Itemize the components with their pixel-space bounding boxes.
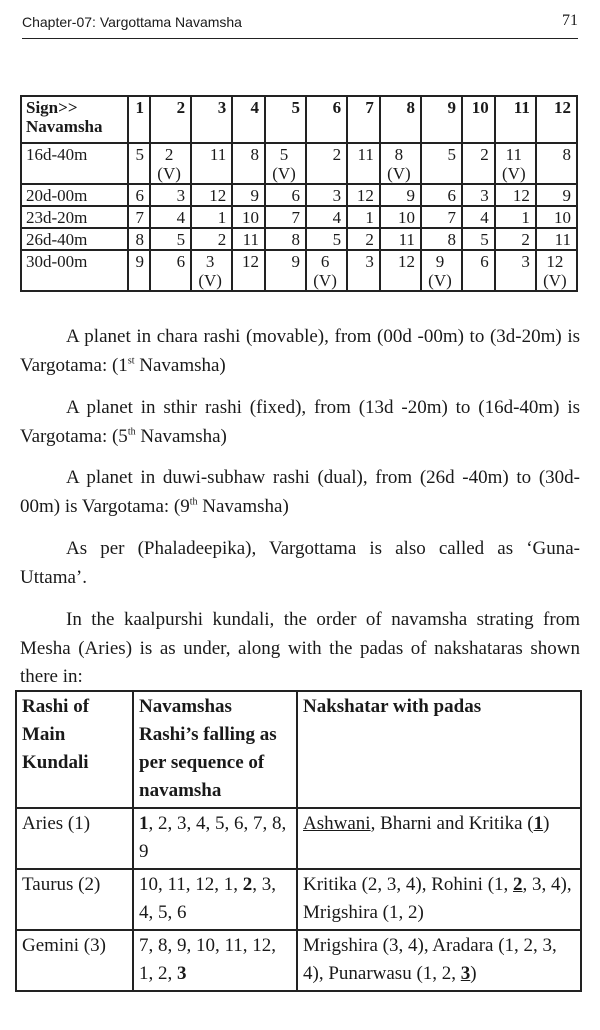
value-cell: 9 — [128, 250, 150, 291]
table-row — [21, 206, 577, 228]
value-cell: 1 — [495, 206, 536, 228]
value-cell: 6 — [128, 184, 150, 206]
header-cell: 2 — [150, 96, 191, 143]
text-segment: , 2, 3, 4, 5, 6, 7, 8, 9 — [139, 813, 287, 862]
value: 9 — [435, 252, 445, 271]
header-cell: 5 — [265, 96, 306, 143]
value-cell: 3 — [347, 250, 380, 291]
value-cell: 2 — [462, 143, 495, 184]
chapter-title: Chapter-07: Vargottama Navamsha — [22, 14, 242, 30]
value-cell: 5 — [462, 228, 495, 250]
header-cell: 10 — [462, 96, 495, 143]
text-segment: Aries (1) — [22, 813, 91, 834]
value-cell: 11 — [347, 143, 380, 184]
paragraph — [20, 323, 580, 380]
value-cell: 4 — [306, 206, 347, 228]
value-cell — [536, 250, 577, 291]
value-cell: 9 — [265, 250, 306, 291]
value-cell: 5 — [150, 228, 191, 250]
value-cell — [495, 143, 536, 184]
text-segment: As per (Phaladeepika), Vargottama is also called as ‘Guna-Uttama’. — [20, 538, 580, 588]
rashi-cell — [16, 869, 133, 930]
text-segment: Ashwani — [303, 813, 371, 834]
value-cell — [306, 250, 347, 291]
value-cell: 10 — [536, 206, 577, 228]
degree-cell: 23d-20m — [21, 206, 128, 228]
navamsha-cell — [133, 930, 297, 991]
table-row — [21, 143, 577, 184]
value: 12 — [546, 252, 564, 271]
degree-cell: 30d-00m — [21, 250, 128, 291]
value-cell: 3 — [150, 184, 191, 206]
text-segment: ) — [470, 963, 477, 984]
text-segment: , 3, 4, 5, 6 — [139, 874, 277, 923]
rashi-cell — [16, 930, 133, 991]
value-cell: 8 — [128, 228, 150, 250]
text-segment: 7, 8, 9, 10, 11, 12, 1, 2, — [139, 935, 277, 984]
value-cell: 6 — [265, 184, 306, 206]
header-cell: 9 — [421, 96, 462, 143]
navamsha-cell — [133, 808, 297, 869]
value: 2 — [164, 145, 174, 164]
kaalpurshi-navamsha-table — [15, 690, 582, 992]
value-cell: 4 — [150, 206, 191, 228]
nakshatra-cell — [297, 869, 581, 930]
nakshatra-cell — [297, 930, 581, 991]
header-cell: 7 — [347, 96, 380, 143]
value-cell: 12 — [191, 184, 232, 206]
value-cell: 11 — [232, 228, 265, 250]
text-segment: 1 — [139, 813, 149, 834]
table-header-row — [16, 691, 581, 808]
text-segment: ) — [543, 813, 550, 834]
value-cell — [380, 143, 421, 184]
text-segment: Gemini (3) — [22, 935, 106, 956]
value-cell — [150, 143, 191, 184]
vargottama-mark: (V) — [543, 271, 567, 290]
value-cell: 8 — [265, 228, 306, 250]
navamsha-cell — [133, 869, 297, 930]
value-cell — [421, 250, 462, 291]
value-cell: 12 — [347, 184, 380, 206]
header-cell: 12 — [536, 96, 577, 143]
value-cell: 8 — [421, 228, 462, 250]
table-row — [21, 250, 577, 291]
value-cell: 12 — [232, 250, 265, 291]
value-cell: 6 — [150, 250, 191, 291]
vargottama-mark: (V) — [387, 164, 411, 183]
text-segment: A planet in chara rashi (movable), from (00d -00m) to (3d-20m) is Vargotama: (1 — [20, 326, 580, 376]
value-cell: 6 — [421, 184, 462, 206]
degree-cell: 20d-00m — [21, 184, 128, 206]
navamsha-table — [20, 95, 578, 292]
value-cell — [265, 143, 306, 184]
header-cell: 8 — [380, 96, 421, 143]
page-number: 71 — [562, 12, 578, 29]
paragraph — [20, 535, 580, 592]
text-segment: 3 — [460, 963, 471, 984]
value-cell: 2 — [191, 228, 232, 250]
value-cell: 3 — [495, 250, 536, 291]
value-cell: 5 — [306, 228, 347, 250]
text-segment: st — [127, 355, 135, 367]
text-segment: Navamsha) — [197, 495, 289, 517]
table-row — [21, 228, 577, 250]
value-cell: 2 — [306, 143, 347, 184]
table-row — [21, 184, 577, 206]
text-segment: Navamsha) — [135, 425, 227, 447]
value-cell: 8 — [232, 143, 265, 184]
value-cell: 9 — [536, 184, 577, 206]
value-cell: 7 — [265, 206, 306, 228]
value: 5 — [279, 145, 289, 164]
vargottama-mark: (V) — [502, 164, 526, 183]
header-cell: 3 — [191, 96, 232, 143]
value-cell: 9 — [232, 184, 265, 206]
value-cell: 5 — [421, 143, 462, 184]
text-segment: 10, 11, 12, 1, — [139, 874, 243, 895]
value-cell: 11 — [191, 143, 232, 184]
text-segment: th — [189, 496, 198, 508]
text-segment: th — [127, 426, 136, 438]
value-cell: 4 — [462, 206, 495, 228]
header-cell: Nakshatar with padas — [297, 691, 581, 808]
value-cell: 12 — [380, 250, 421, 291]
value-cell: 7 — [421, 206, 462, 228]
text-segment: , Bharni and Kritika ( — [370, 813, 534, 834]
vargottama-mark: (V) — [428, 271, 452, 290]
value-cell: 12 — [495, 184, 536, 206]
table-header-row — [21, 96, 577, 143]
value-cell: 11 — [380, 228, 421, 250]
value-cell: 1 — [191, 206, 232, 228]
value-cell: 11 — [536, 228, 577, 250]
value-cell: 1 — [347, 206, 380, 228]
vargottama-mark: (V) — [313, 271, 337, 290]
table-row — [16, 869, 581, 930]
header-cell: 1 — [128, 96, 150, 143]
header-cell: 6 — [306, 96, 347, 143]
text-segment: 2 — [513, 874, 523, 895]
degree-cell: 16d-40m — [21, 143, 128, 184]
header-cell: Navamshas Rashi’s falling as per sequence of navamsha — [133, 691, 297, 808]
value: 11 — [505, 145, 522, 164]
value: 6 — [320, 252, 330, 271]
text-segment: , 3, 4), Mrigshira (1, 2) — [303, 874, 572, 923]
vargottama-mark: (V) — [157, 164, 181, 183]
paragraph — [20, 394, 580, 451]
text-segment: Taurus (2) — [22, 874, 101, 895]
value-cell: 3 — [306, 184, 347, 206]
text-segment: In the kaalpurshi kundali, the order of navamsha strating from Mesha (Aries) is as under, along with the padas of nakshataras shown there in: — [20, 609, 580, 687]
rashi-cell — [16, 808, 133, 869]
value-cell: 10 — [380, 206, 421, 228]
page-header — [22, 8, 578, 39]
value-cell: 10 — [232, 206, 265, 228]
value-cell: 2 — [347, 228, 380, 250]
nakshatra-cell — [297, 808, 581, 869]
text-segment: Mrigshira (3, 4), Aradara (1, 2, 3, 4), Punarwasu (1, 2, — [303, 935, 557, 984]
text-segment: Navamsha) — [134, 354, 226, 376]
value-cell: 7 — [128, 206, 150, 228]
value-cell — [191, 250, 232, 291]
value-cell: 6 — [462, 250, 495, 291]
value: 8 — [394, 145, 404, 164]
value-cell: 2 — [495, 228, 536, 250]
text-segment: 3 — [177, 963, 187, 984]
header-cell: Rashi of Main Kundali — [16, 691, 133, 808]
vargottama-mark: (V) — [198, 271, 222, 290]
value-cell: 8 — [536, 143, 577, 184]
header-cell: 11 — [495, 96, 536, 143]
text-segment: A planet in sthir rashi (fixed), from (13d -20m) to (16d-40m) is Vargotama: (5 — [20, 397, 580, 447]
table-row — [16, 930, 581, 991]
text-segment: A planet in duwi-subhaw rashi (dual), from (26d -40m) to (30d-00m) is Vargotama: (9 — [20, 467, 580, 517]
header-cell: Sign>> Navamsha — [21, 96, 128, 143]
paragraph — [20, 606, 580, 692]
paragraph — [20, 464, 580, 521]
value-cell: 3 — [462, 184, 495, 206]
text-segment: Kritika (2, 3, 4), Rohini (1, — [303, 874, 514, 895]
vargottama-mark: (V) — [272, 164, 296, 183]
text-segment: 1 — [533, 813, 544, 834]
value: 3 — [205, 252, 215, 271]
text-segment: 2 — [242, 874, 253, 895]
value-cell: 9 — [380, 184, 421, 206]
degree-cell: 26d-40m — [21, 228, 128, 250]
header-cell: 4 — [232, 96, 265, 143]
table-row — [16, 808, 581, 869]
value-cell: 5 — [128, 143, 150, 184]
